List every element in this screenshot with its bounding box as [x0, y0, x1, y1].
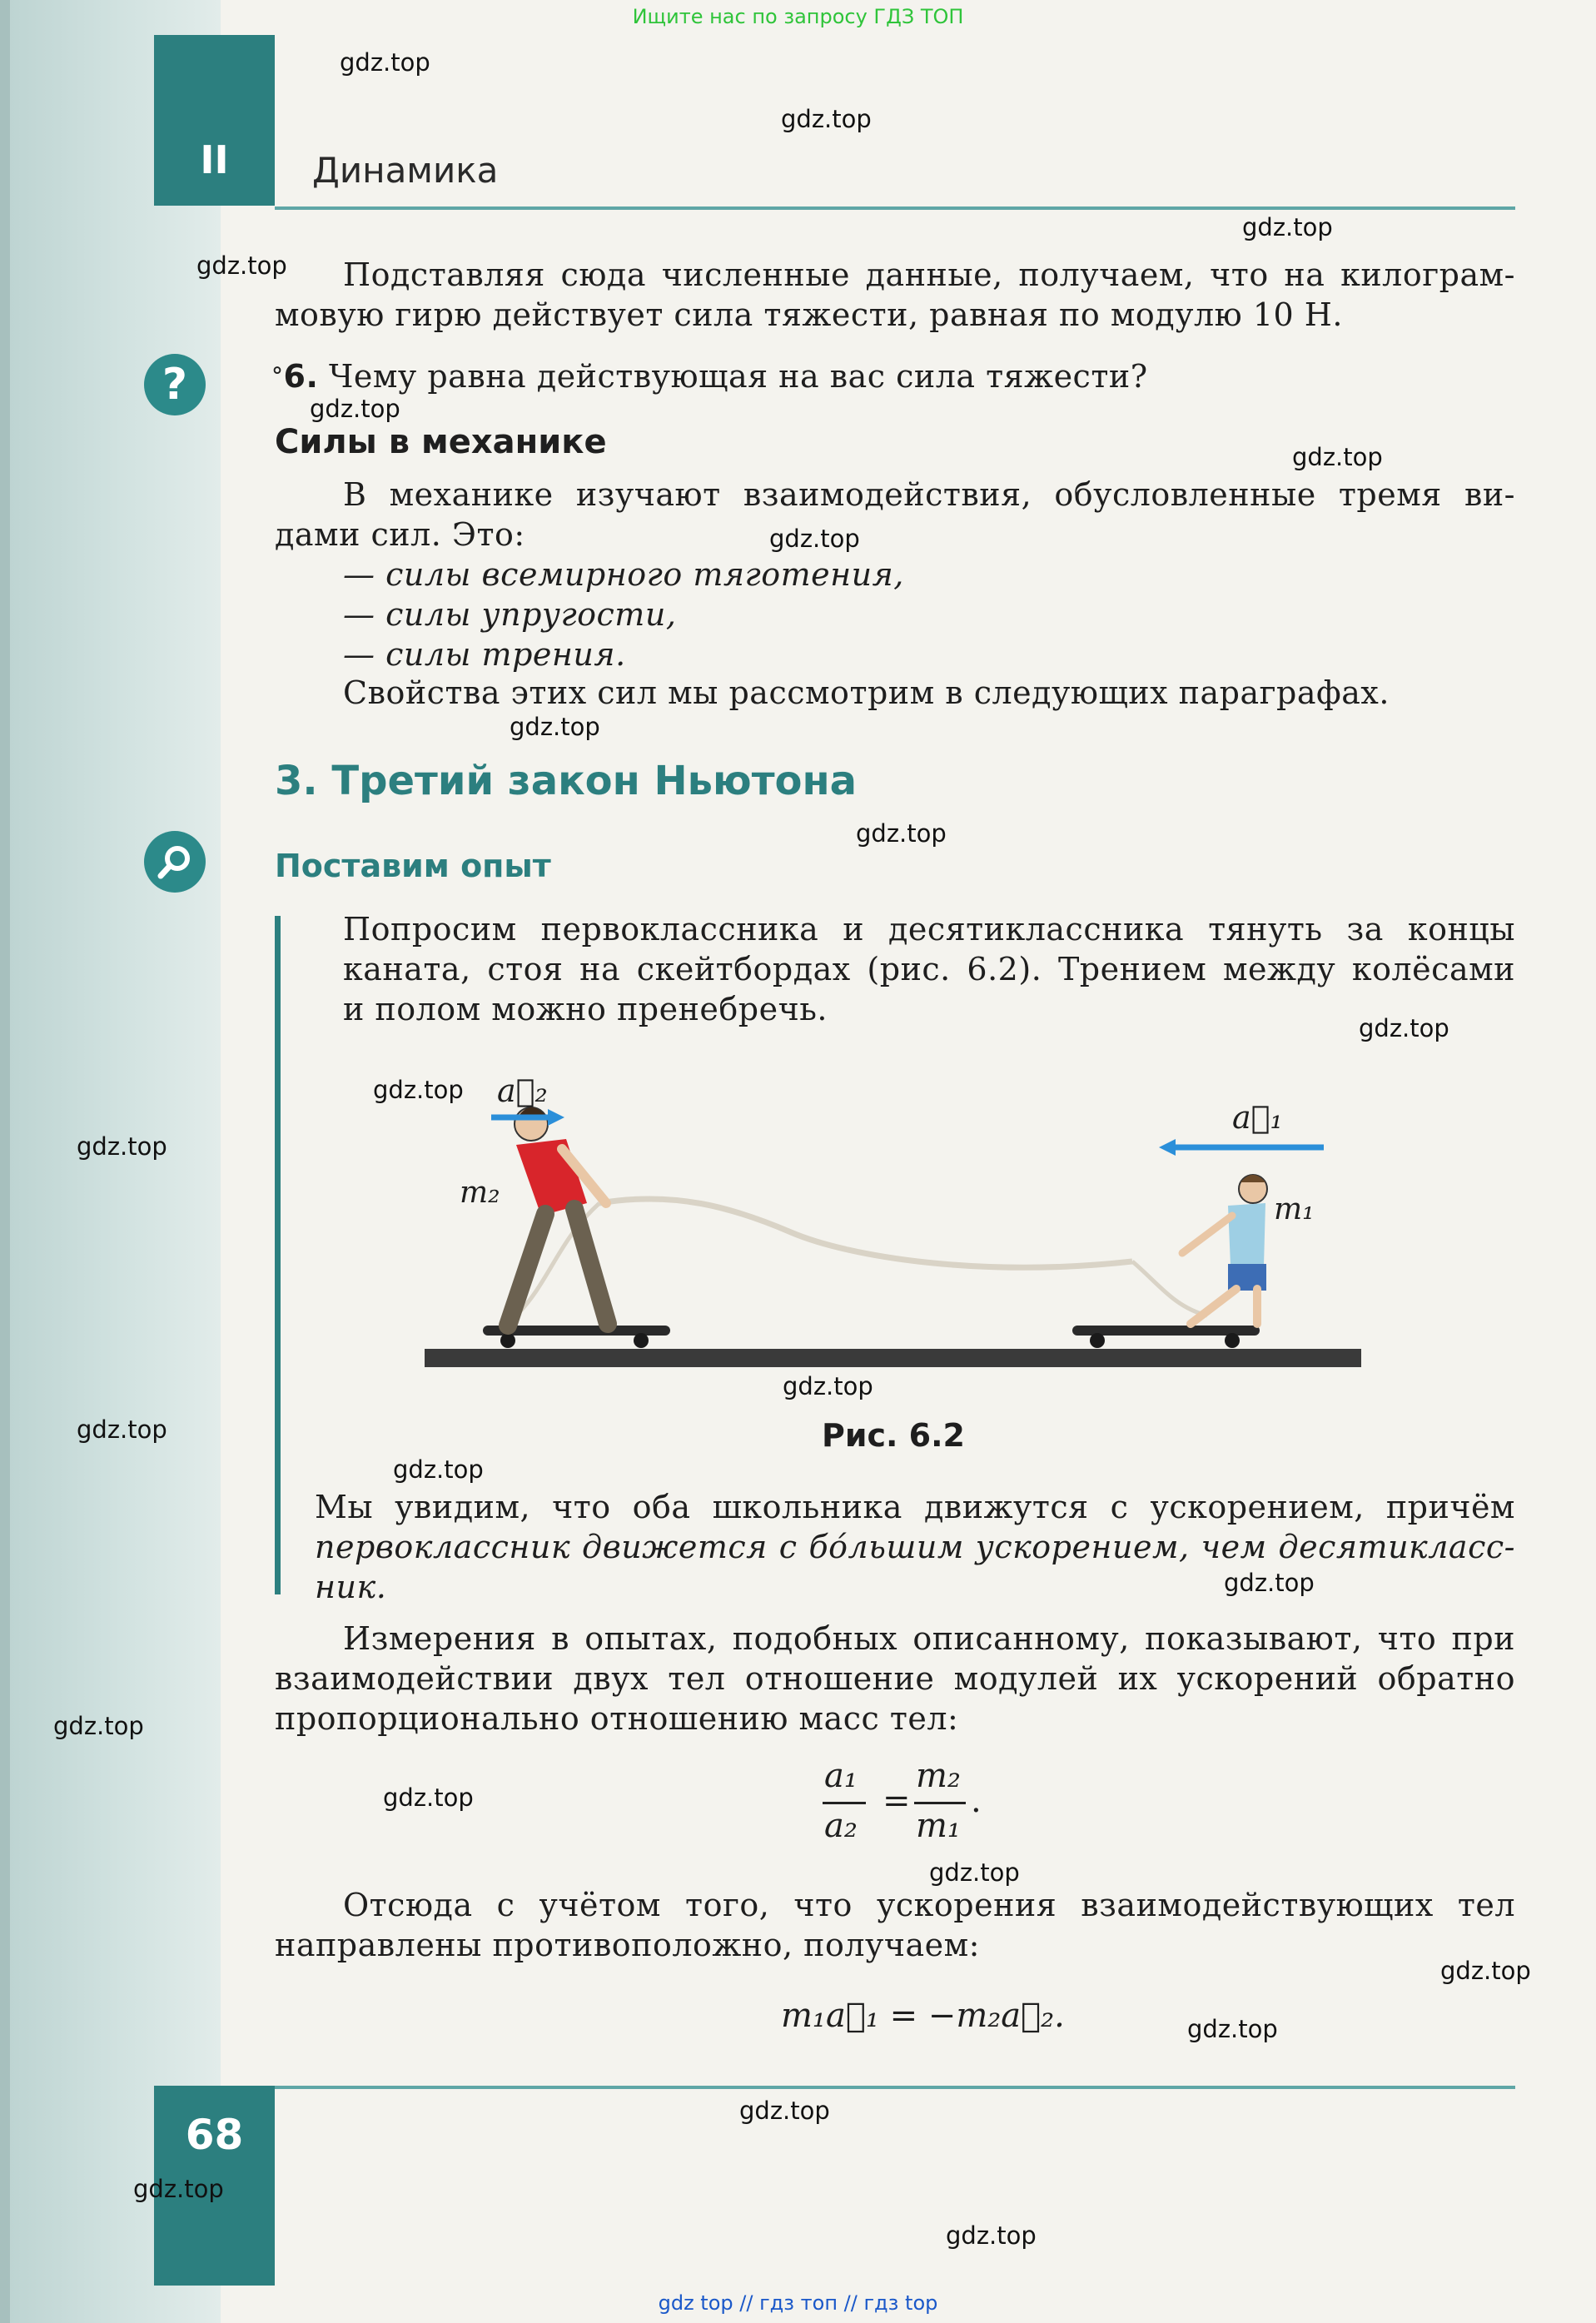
arrow-a2-head — [548, 1109, 564, 1126]
final-line-2: направлены противоположно, получаем: — [275, 1927, 980, 1963]
formula-a2: a₂ — [824, 1807, 858, 1845]
intro-line-1: Подставляя сюда численные данные, получаем, что на килограм- — [343, 256, 1515, 293]
formula-third-law: m₁a⃗₁ = −m₂a⃗₂. — [781, 1997, 1065, 2035]
watermark: gdz.top — [340, 48, 430, 77]
chapter-tab: II — [154, 35, 275, 206]
watermark: gdz.top — [196, 251, 287, 280]
experiment-line-3: и полом можно пренебречь. — [343, 991, 828, 1027]
watermark: gdz.top — [769, 525, 860, 553]
formula-m2: m₂ — [916, 1757, 961, 1795]
rope — [599, 1199, 1132, 1267]
formula-period: . — [971, 1782, 982, 1820]
left-margin-strip — [0, 0, 221, 2323]
watermark: gdz.top — [393, 1455, 484, 1484]
question-line — [271, 356, 1515, 396]
forces-item-3: — силы трения. — [343, 636, 626, 673]
question-text: Чему равна действующая на вас сила тяжести? — [328, 358, 1148, 395]
bottom-banner: gdz top // гдз топ // гдз top — [658, 2291, 938, 2315]
watermark: gdz.top — [946, 2221, 1037, 2250]
forces-item-1: — силы всемирного тяготения, — [343, 556, 904, 593]
watermark: gdz.top — [1292, 443, 1383, 471]
forces-intro-line-1: В механике изучают взаимодействия, обусловленные тремя ви- — [343, 476, 1515, 513]
forces-closing: Свойства этих сил мы рассмотрим в следующих параграфах. — [343, 674, 1390, 711]
watermark: gdz.top — [77, 1132, 167, 1161]
watermark: gdz.top — [373, 1076, 464, 1104]
final-line-1-text: Отсюда с учётом того, что ускорения взаимодействующих тел — [343, 1887, 1515, 1923]
figure-caption: Рис. 6.2 — [822, 1417, 965, 1454]
page-header-title: Динамика — [312, 150, 499, 191]
conclusion-line-1: Мы увидим, что оба школьника движутся с ускорением, причём — [315, 1489, 1515, 1525]
formula-equals: = — [883, 1782, 911, 1820]
watermark: gdz.top — [77, 1415, 167, 1444]
wheel — [634, 1333, 649, 1348]
arrow-a1-head — [1159, 1139, 1176, 1156]
final-line-1 — [343, 1885, 1515, 1925]
forces-item-2: — силы упругости, — [343, 596, 677, 633]
watermark: gdz.top — [1242, 213, 1333, 241]
watermark: gdz.top — [1359, 1014, 1449, 1042]
wheel — [500, 1333, 515, 1348]
arm-right — [1182, 1216, 1232, 1253]
formula-m1: m₁ — [916, 1807, 961, 1845]
watermark: gdz.top — [929, 1858, 1020, 1887]
floor — [425, 1349, 1361, 1367]
watermark: gdz.top — [781, 105, 872, 133]
question-number: 6. — [283, 358, 319, 395]
leg-right-a — [1191, 1289, 1236, 1324]
watermark: gdz.top — [510, 713, 600, 741]
watermark: gdz.top — [53, 1712, 144, 1740]
page-number-tab: 68 — [154, 2086, 275, 2286]
hair-right — [1241, 1175, 1265, 1182]
formula-a1: a₁ — [824, 1757, 858, 1795]
watermark: gdz.top — [739, 2097, 830, 2125]
question-icon: ? — [144, 354, 206, 415]
label-a2: a⃗₂ — [497, 1072, 548, 1109]
magnifier-glyph — [156, 843, 194, 881]
magnifier-icon — [144, 831, 206, 893]
footer-rule — [275, 2086, 1515, 2089]
page-edge — [0, 0, 10, 2323]
question-marker: ° — [271, 362, 284, 390]
formula-ratio — [816, 1757, 999, 1857]
leg-left-a — [508, 1214, 545, 1326]
leg-left-b — [574, 1209, 608, 1324]
top-banner: Ищите нас по запросу ГДЗ ТОП — [632, 5, 964, 28]
forces-heading: Силы в механике — [275, 423, 607, 461]
wheel — [1090, 1333, 1105, 1348]
section-heading: 3. Третий закон Ньютона — [275, 758, 858, 804]
watermark: gdz.top — [383, 1783, 474, 1812]
experiment-line-2: каната, стоя на скейтбордах (рис. 6.2). Трением между колёсами — [343, 951, 1515, 987]
fraction-bar-right — [914, 1802, 966, 1804]
intro-line-2: мовую гирю действует сила тяжести, равная по модулю 10 Н. — [275, 296, 1343, 333]
label-m1: m₁ — [1274, 1192, 1315, 1226]
forces-intro-line-2: дами сил. Это: — [275, 516, 525, 553]
watermark: gdz.top — [1224, 1569, 1315, 1597]
conclusion-line-3: ник. — [315, 1569, 387, 1605]
rope-end-right — [1132, 1261, 1207, 1316]
measurements-line-2: взаимодействии двух тел отношение модулей их ускорений обратно — [275, 1660, 1515, 1697]
label-a1: a⃗₁ — [1232, 1099, 1283, 1136]
header-rule — [275, 206, 1515, 210]
wheel — [1225, 1333, 1240, 1348]
measurements-line-3: пропорционально отношению масс тел: — [275, 1700, 959, 1737]
experiment-bar — [275, 916, 281, 1594]
watermark: gdz.top — [1440, 1957, 1531, 1985]
conclusion-line-2: первоклассник движется с бо́льшим ускорением, чем десятикласс- — [315, 1529, 1515, 1565]
watermark: gdz.top — [856, 819, 947, 848]
watermark: gdz.top — [133, 2175, 224, 2203]
watermark: gdz.top — [310, 395, 400, 423]
experiment-line-1: Попросим первоклассника и десятиклассника тянуть за концы — [343, 911, 1515, 948]
watermark: gdz.top — [783, 1372, 873, 1400]
measurements-line-1: Измерения в опытах, подобных описанному, показывают, что при — [343, 1620, 1515, 1657]
label-m2: m₂ — [460, 1176, 500, 1210]
watermark: gdz.top — [1187, 2015, 1278, 2043]
fraction-bar-left — [823, 1802, 866, 1804]
experiment-heading: Поставим опыт — [275, 848, 551, 884]
